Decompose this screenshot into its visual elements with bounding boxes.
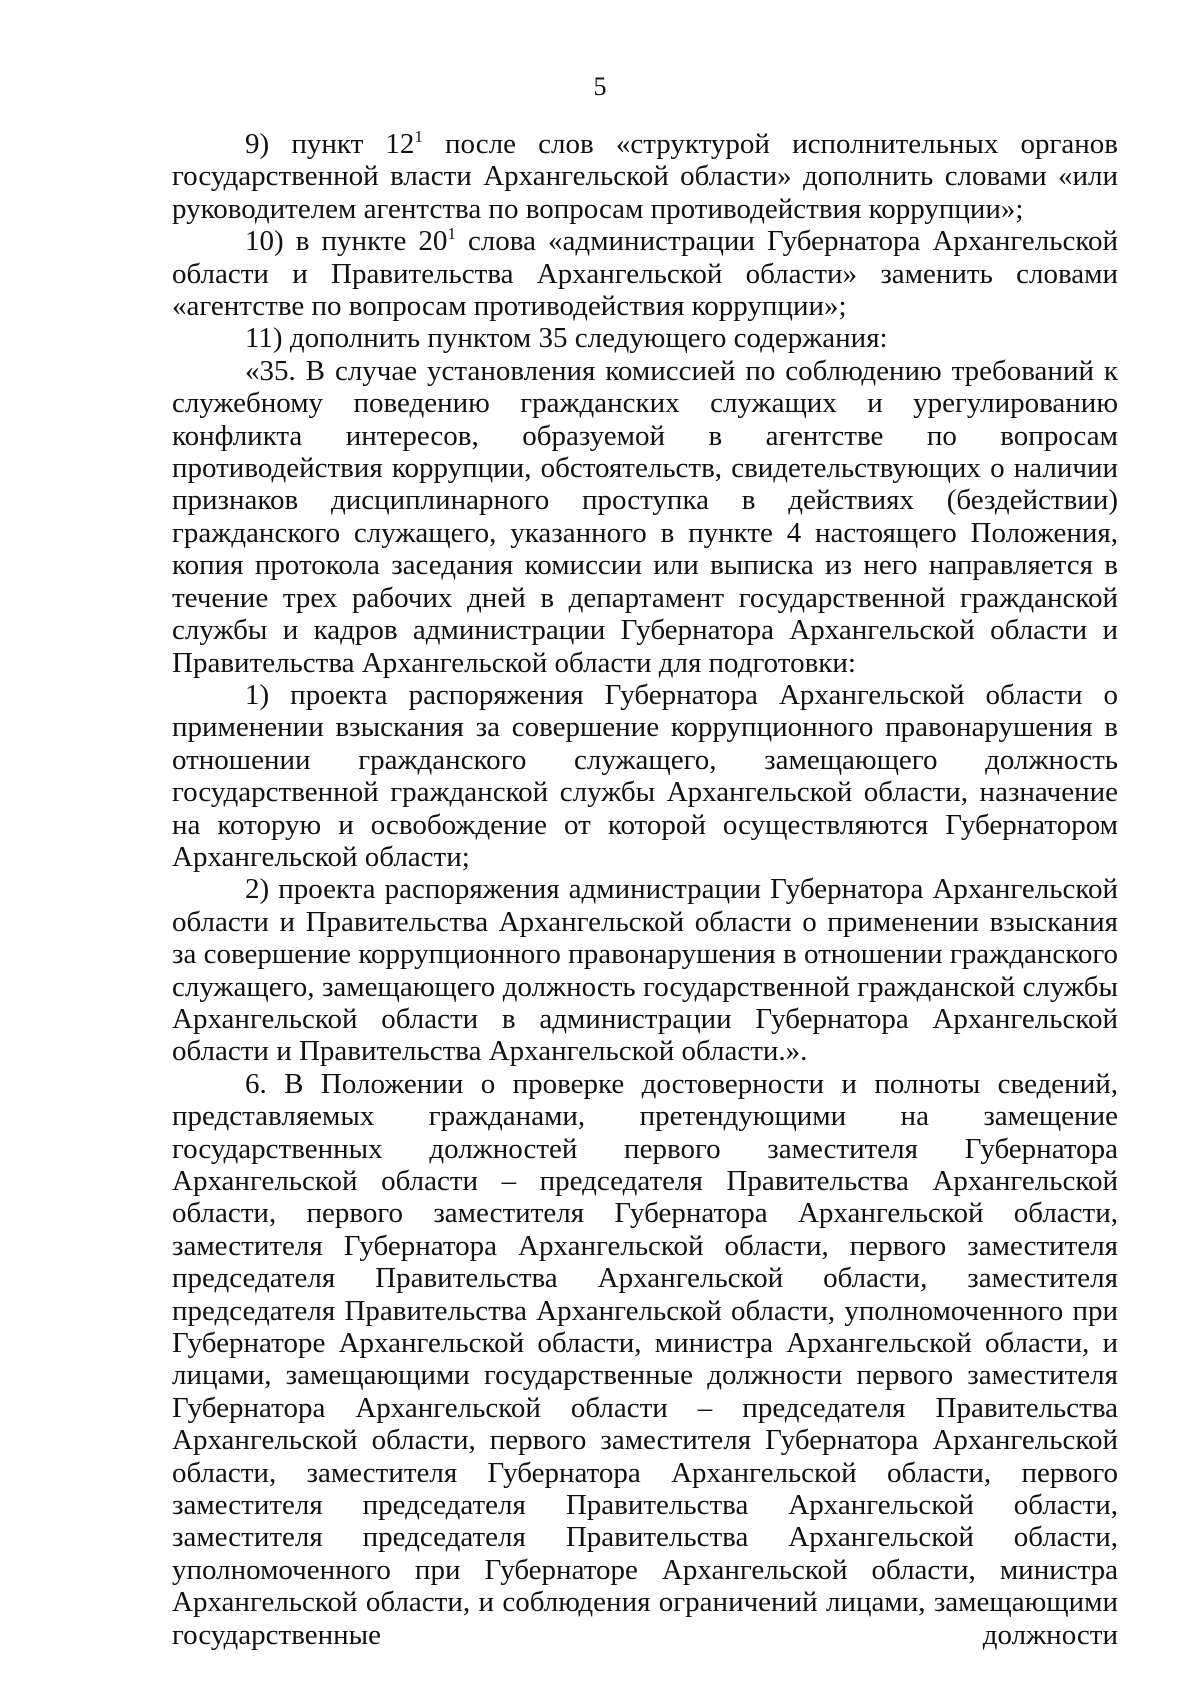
document-body xyxy=(172,128,1118,1651)
page-number: 5 xyxy=(593,72,607,101)
paragraph-clause-35: «35. В случае установления комиссией по соблюдению требований к служебному поведению гражданских служащих и урегулированию конфликта интересов, образуемой в агентстве по вопросам противодействия коррупции, обстоятельств, свидетельствующих о наличии признаков дисциплинарного проступка в действиях (бездействии) гражданского служащего, указанного в пункте 4 настоящего Положения, копия протокола заседания комиссии или выписка из него направляется в течение трех рабочих дней в департамент государственной гражданской службы и кадров администрации Губернатора Архангельской области и Правительства Архангельской области для подготовки: xyxy=(172,354,1118,679)
paragraph-section-6: 6. В Положении о проверке достоверности и полноты сведений, представляемых гражданами, претендующими на замещение государственных должностей первого заместителя Губернатора Архангельской области – председателя Правительства Архангельской области, первого заместителя Губернатора Архангельской области, заместителя Губернатора Архангельской области, первого заместителя председателя Правительства Архангельской области, заместителя председателя Правительства Архангельской области, уполномоченного при Губернаторе Архангельской области, министра Архангельской области, и лицами, замещающими государственные должности первого заместителя Губернатора Архангельской области – председателя Правительства Архангельской области, первого заместителя Губернатора Архангельской области, заместителя Губернатора Архангельской области, первого заместителя председателя Правительства Архангельской области, заместителя председателя Правительства Архангельской области, уполномоченного при Губернаторе Архангельской области, министра Архангельской области, и соблюдения ограничений лицами, замещающими государственные должности xyxy=(172,1067,1118,1651)
paragraph-item-10 xyxy=(172,225,1118,322)
paragraph-text: слова «администрации Губернатора Архангельской области и Правительства Архангельской области» заменить словами «агентстве по вопросам противодействия коррупции»; xyxy=(172,225,1118,323)
superscript-index: 1 xyxy=(447,224,456,244)
paragraph-item-11: 11) дополнить пунктом 35 следующего содержания: xyxy=(245,322,888,355)
paragraph-text: после слов «структурой исполнительных органов государственной власти Архангельской области» дополнить словами «или руководителем агентства по вопросам противодействия коррупции»; xyxy=(172,128,1119,225)
superscript-index: 1 xyxy=(414,127,423,147)
paragraph-text: 10) в пункте 20 xyxy=(245,225,448,258)
paragraph-subitem-2: 2) проекта распоряжения администрации Губернатора Архангельской области и Правительства Архангельской области о применении взыскания за совершение коррупционного правонарушения в отношении гражданского служащего, замещающего должность государственной гражданской службы Архангельской области в администрации Губернатора Архангельской области и Правительства Архангельской области.». xyxy=(172,873,1118,1068)
paragraph-item-9 xyxy=(172,128,1118,225)
paragraph-text: 9) пункт 12 xyxy=(245,128,415,160)
paragraph-subitem-1: 1) проекта распоряжения Губернатора Архангельской области о применении взыскания за совершение коррупционного правонарушения в отношении гражданского служащего, замещающего должность государственной гражданской службы Архангельской области, назначение на которую и освобождение от которой осуществляются Губернатором Архангельской области; xyxy=(172,678,1118,873)
